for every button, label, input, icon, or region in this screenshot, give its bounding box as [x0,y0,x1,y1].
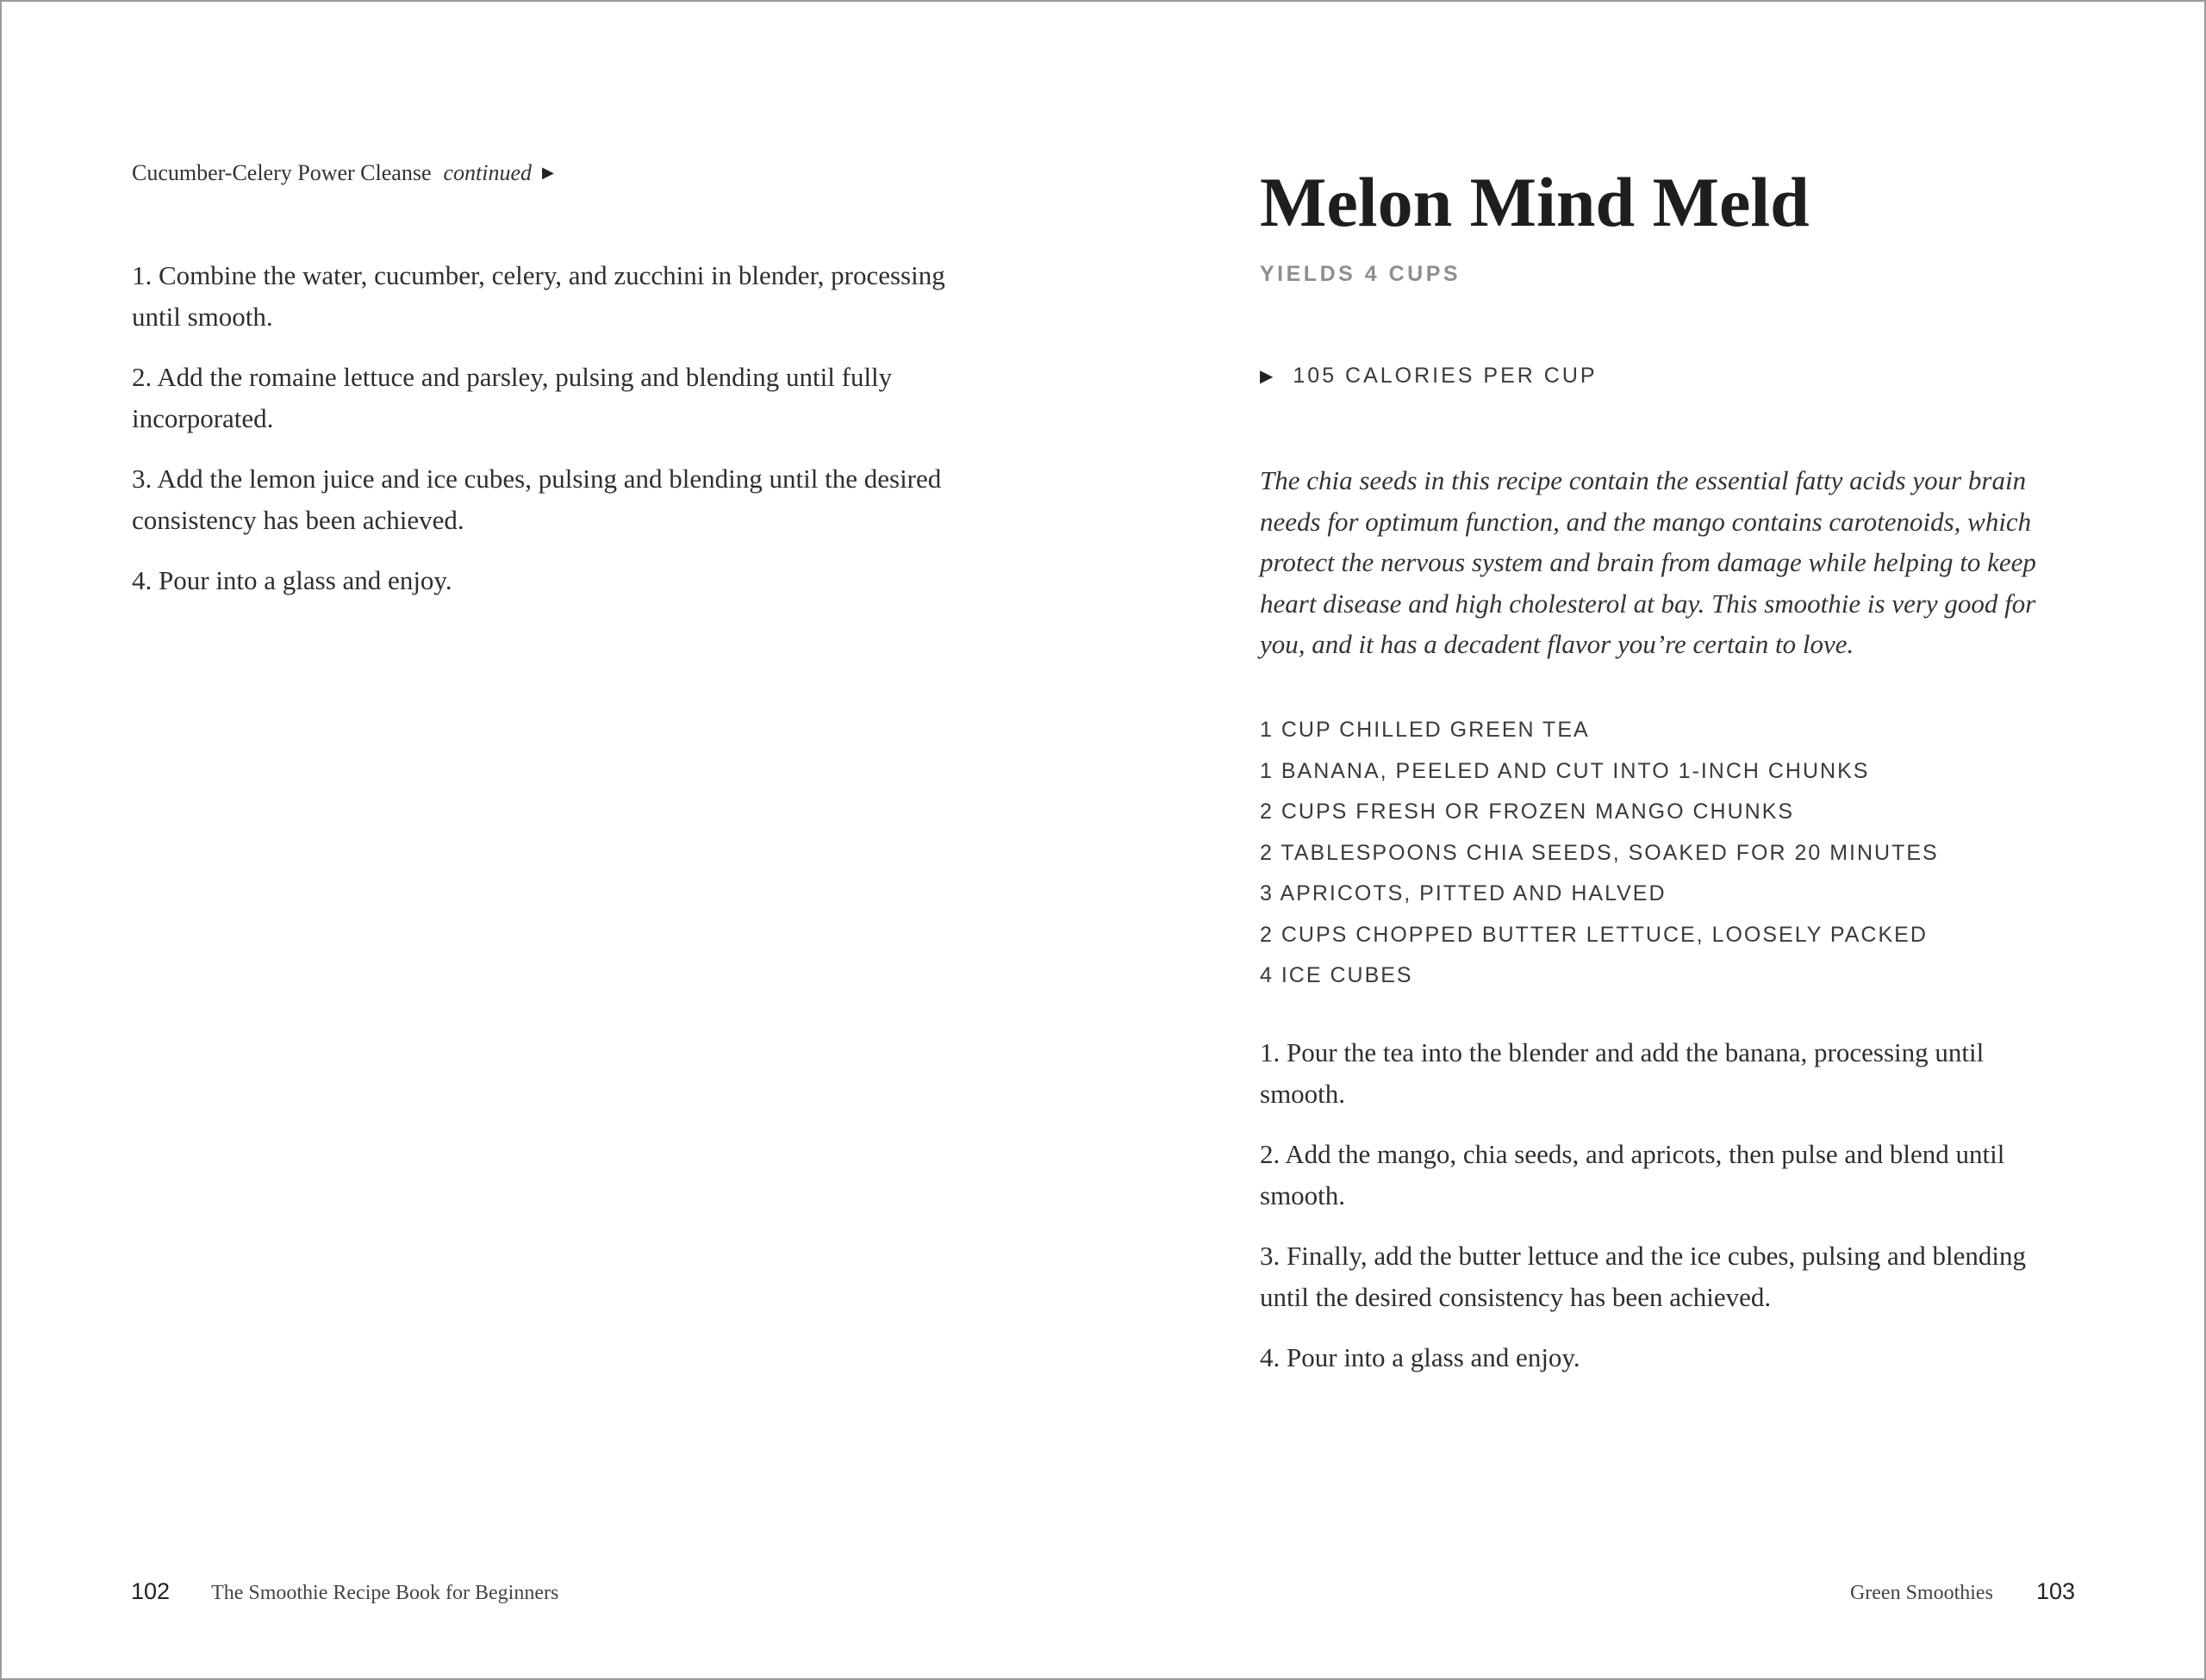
left-steps-list [132,255,959,620]
ingredient-item: 2 TABLESPOONS CHIA SEEDS, SOAKED FOR 20 MINUTES [1260,840,1939,865]
ingredient-item: 1 BANANA, PEELED AND CUT INTO 1-INCH CHUNKS [1260,758,1870,783]
left-step-2: 2. Add the romaine lettuce and parsley, pulsing and blending until fully incorporated. [132,362,893,433]
left-step-4: 4. Pour into a glass and enjoy. [132,565,452,595]
recipe-title: Melon Mind Meld [1260,163,1810,241]
ingredients-list [1260,710,2087,997]
right-step-3: 3. Finally, add the butter lettuce and the ice cubes, pulsing and blending until the desired consistency has been achieved. [1260,1241,2027,1312]
recipe-yields: YIELDS 4 CUPS [1260,262,1461,286]
calories-line [1260,364,1598,389]
book-title: The Smoothie Recipe Book for Beginners [211,1582,559,1604]
ingredient-item: 2 CUPS CHOPPED BUTTER LETTUCE, LOOSELY PACKED [1260,922,1928,947]
right-page-number: 103 [2035,1578,2075,1604]
calories-arrow-icon: ▶ [1260,367,1276,386]
left-footer [131,1578,558,1605]
continued-arrow-icon: ▶ [542,164,554,181]
right-steps-list [1260,1032,2070,1397]
right-step-2: 2. Add the mango, chia seeds, and apricots, then pulse and blend until smooth. [1260,1139,2005,1210]
section-title: Green Smoothies [1849,1582,1993,1604]
right-step-4: 4. Pour into a glass and enjoy. [1260,1342,1580,1372]
ingredient-item: 3 APRICOTS, PITTED AND HALVED [1260,881,1667,905]
left-step-3: 3. Add the lemon juice and ice cubes, pulsing and blending until the desired consistency has been achieved. [132,464,942,535]
ingredient-item: 1 CUP CHILLED GREEN TEA [1260,718,1590,742]
calories-text: 105 CALORIES PER CUP [1293,364,1598,388]
continued-label: continued [443,160,533,185]
ingredient-item: 4 ICE CUBES [1260,963,1413,987]
left-page-number: 102 [131,1578,171,1604]
right-step-1: 1. Pour the tea into the blender and add the banana, processing until smooth. [1260,1037,1985,1109]
ingredient-item: 2 CUPS FRESH OR FROZEN MANGO CHUNKS [1260,800,1795,824]
continued-recipe-name: Cucumber-Celery Power Cleanse [132,160,432,185]
right-footer [1850,1578,2075,1605]
continued-header [132,160,554,186]
left-step-1: 1. Combine the water, cucumber, celery, and zucchini in blender, processing until smooth. [132,260,945,332]
recipe-intro: The chia seeds in this recipe contain the essential fatty acids your brain needs for optimum function, and the mango contains carotenoids, which protect the nervous system and brain from damage while helping to keep heart disease and high cholesterol at bay. This smoothie is very good for you, and it has a decadent flavor you’re certain to love. [1260,465,2036,659]
